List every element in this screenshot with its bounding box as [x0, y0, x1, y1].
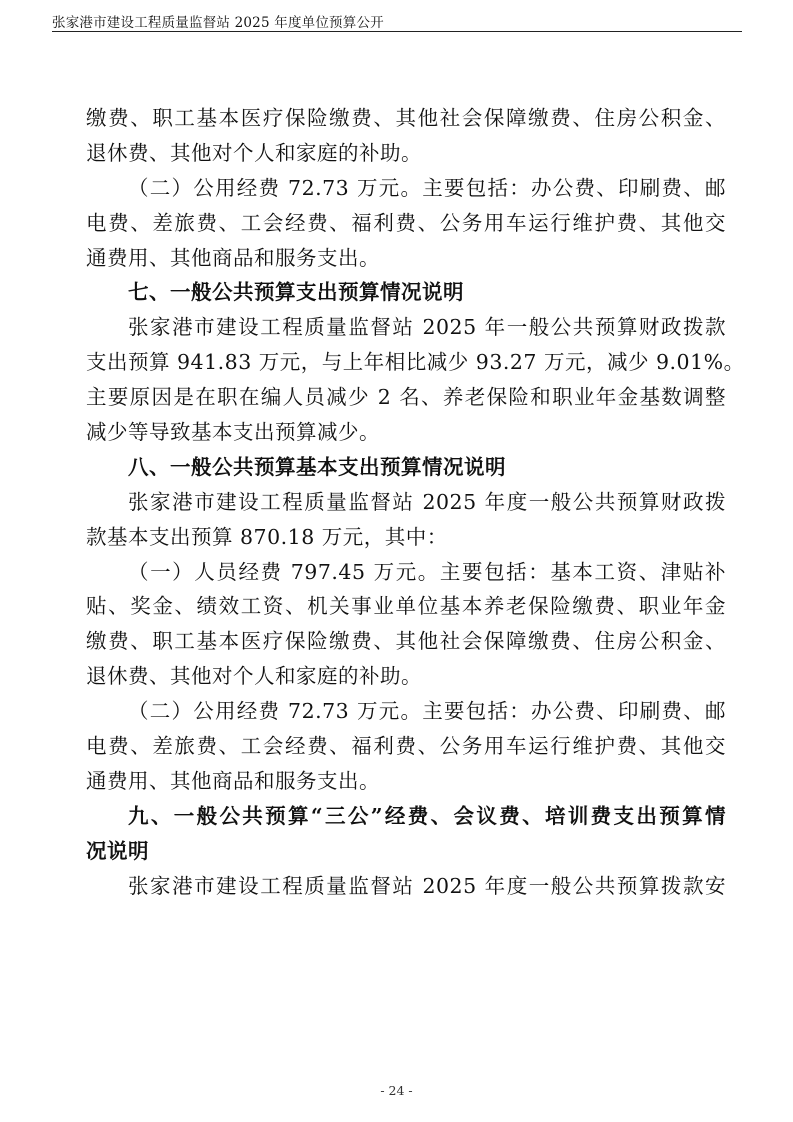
body-line: 电费、差旅费、工会经费、福利费、公务用车运行维护费、其他交 — [86, 210, 726, 235]
section-heading: 九、一般公共预算“三公”经费、会议费、培训费支出预算情 — [128, 803, 726, 828]
page-number: - 24 - — [380, 1083, 413, 1098]
body-line: 退休费、其他对个人和家庭的补助。 — [86, 664, 422, 689]
body-line: 主要原因是在职在编人员减少 2 名、养老保险和职业年金基数调整 — [86, 385, 726, 410]
body-line: 张家港市建设工程质量监督站 2025 年一般公共预算财政拨款 — [128, 315, 726, 340]
body-line: 款基本支出预算 870.18 万元，其中： — [86, 524, 448, 549]
body-line: （二）公用经费 72.73 万元。主要包括：办公费、印刷费、邮 — [128, 175, 726, 200]
body-line: （二）公用经费 72.73 万元。主要包括：办公费、印刷费、邮 — [128, 699, 726, 724]
body-line: 通费用、其他商品和服务支出。 — [86, 245, 380, 270]
section-heading: 七、一般公共预算支出预算情况说明 — [128, 280, 464, 305]
document-body — [86, 101, 745, 903]
body-line: 张家港市建设工程质量监督站 2025 年度一般公共预算拨款安 — [128, 873, 726, 898]
header-title: 张家港市建设工程质量监督站 2025 年度单位预算公开 — [52, 15, 384, 31]
section-heading: 八、一般公共预算基本支出预算情况说明 — [128, 454, 506, 479]
section-heading-continuation: 况说明 — [86, 838, 149, 863]
body-line: 支出预算 941.83 万元，与上年相比减少 93.27 万元，减少 9.01%。 — [86, 350, 745, 375]
body-line: 减少等导致基本支出预算减少。 — [86, 420, 380, 445]
page-header — [52, 9, 742, 32]
body-line: 缴费、职工基本医疗保险缴费、其他社会保障缴费、住房公积金、 — [86, 106, 726, 130]
body-line: 缴费、职工基本医疗保险缴费、其他社会保障缴费、住房公积金、 — [86, 629, 726, 654]
body-line: 退休费、其他对个人和家庭的补助。 — [86, 140, 422, 165]
body-line: 贴、奖金、绩效工资、机关事业单位基本养老保险缴费、职业年金 — [86, 594, 726, 619]
body-line: 电费、差旅费、工会经费、福利费、公务用车运行维护费、其他交 — [86, 734, 726, 759]
body-line: 张家港市建设工程质量监督站 2025 年度一般公共预算财政拨 — [128, 489, 726, 514]
body-line: （一）人员经费 797.45 万元。主要包括：基本工资、津贴补 — [128, 559, 726, 584]
body-line: 通费用、其他商品和服务支出。 — [86, 768, 380, 793]
